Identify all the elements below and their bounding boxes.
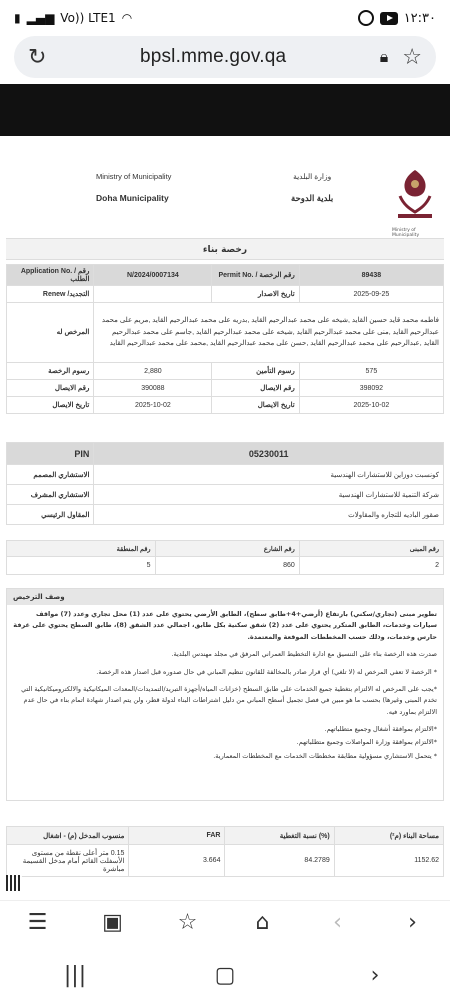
- pin-label: PIN: [7, 443, 94, 465]
- logo-caption: Ministry of Municipality: [392, 228, 420, 238]
- zone-value: 5: [7, 557, 156, 575]
- municipality-ar: بلدية الدوحة: [291, 193, 334, 203]
- status-left: [14, 11, 132, 25]
- recents-icon[interactable]: |||: [63, 962, 87, 988]
- street-value: 860: [155, 557, 299, 575]
- receipt-date-2: 2025-10-02: [299, 397, 443, 414]
- note-1: * الرخصة لا تعفي المرخص له (لا تلغي) أي قرار صادر بالمخالفة للقانون تنظيم المباني في حال صدوره قبل اصدار هذه الرخصة.: [96, 667, 437, 676]
- browser-toolbar: [0, 900, 450, 944]
- tabs-icon[interactable]: ▣: [102, 910, 123, 935]
- ministry-ar: وزارة البلدية: [293, 172, 332, 181]
- description-main: تطوير مبنى (تجاري/سكني) بارتفاع (أرضي+4+طابق سطح)، الطابق الأرضي يحتوي على عدد (1) محل تجاري وعدد (7) مواقف سيارات وخدمات، الطابق المتكرر يحتوي على عدد (2) شقق سكنية بكل طابق، اجمالي عدد الشقق (8)، طابق السطح يحتوي على غرفة حارس وخدمات، وذلك حسب المخططات الموقعة والمعتمدة.: [13, 610, 437, 641]
- fee-value: 2,880: [94, 363, 212, 380]
- description-coordination: صدرت هذه الرخصة بناء على التنسيق مع ادارة التخطيط العمراني المرفق في مجلد مهندس البلدية.: [171, 650, 437, 659]
- supervisor-value: شركة التنمية للاستشارات الهندسية: [94, 485, 444, 505]
- insurance-value: 575: [299, 363, 443, 380]
- owner-label: المرخص له: [7, 303, 94, 363]
- note-2: *يجب على المرخص له الالتزام بتغطية جميع الخدمات على طابق السطح (خزانات المياه/أجهزة التبريد/التمديدات/المعدات الميكانيكية والالكتروميكانيكية التي تخدم المبنى وغيرها) بحسب ما هو مبين في فصل تجميل أسطح المباني من دليل اشتراطات البناء لدولة قطر، ولن يتم اصدار شهادة اتمام بناء في حال عدم الالتزام بماورد فيه.: [21, 684, 437, 716]
- renew-value: [94, 286, 212, 303]
- street-label: رقم الشارع: [155, 541, 299, 557]
- location-table: [6, 540, 444, 575]
- building-label: رقم المبنى: [299, 541, 443, 557]
- table-row: [7, 541, 444, 557]
- address-bar: [0, 36, 450, 80]
- clock: ١٢:٣٠: [403, 10, 436, 26]
- permit-table: [6, 264, 444, 414]
- table-row: [7, 265, 444, 286]
- table-row: [7, 363, 444, 380]
- building-value: 2: [299, 557, 443, 575]
- receipt-date-label: تاريخ الايصال: [7, 397, 94, 414]
- signal-icon: ▂▄▆: [26, 11, 55, 25]
- supervisor-label: الاستشاري المشرف: [7, 485, 94, 505]
- permit-no: 89438: [299, 265, 443, 286]
- bookmark-star-icon[interactable]: ☆: [402, 44, 422, 70]
- battery-icon: ▮: [14, 11, 21, 25]
- level-label: منسوب المدخل (م) - اشغال: [7, 827, 129, 845]
- far-label: FAR: [129, 827, 225, 845]
- table-row: [7, 505, 444, 525]
- system-nav-bar: [0, 950, 450, 1000]
- back-button-icon[interactable]: ›: [370, 962, 380, 988]
- table-row: [7, 286, 444, 303]
- table-row: [7, 465, 444, 485]
- renew-label: Renew /التجديد: [7, 286, 94, 303]
- status-right: [358, 10, 436, 26]
- description-title: وصف الترخيص: [7, 589, 443, 605]
- coverage-label: نسبة التغطية (%): [225, 827, 334, 845]
- note-5: * يتحمل الاستشاري مسؤولية مطابقة مخططات الخدمات مع المخططات المعمارية.: [213, 751, 437, 760]
- owner-names: فاطمه محمد قايد حسين القايد ,شيخه على محمد عبدالرحيم القايد ,بدريه على محمد عبدالرحيم القايد ,مريم على محمد عبدالرحيم القايد ,منى على محمد عبدالرحيم القايد ,شيخه على محمد عبدالرحيم القايد ,جاسم على محمد عبدالرحيم القايد ,عبدالرحيم على محمد عبدالرحيم القايد ,حسن على محمد عبدالرحيم القايد ,محمد على محمد عبدالرحيم القايد: [94, 303, 444, 363]
- note-4: *الالتزام بموافقة وزارة المواصلات وجميع متطلباتهم.: [296, 738, 437, 747]
- table-row: [7, 443, 444, 465]
- table-row: [7, 485, 444, 505]
- far-table: [6, 826, 444, 877]
- description-box: [6, 588, 444, 801]
- qr-code-icon: [6, 875, 22, 891]
- insurance-label: رسوم التأمين: [212, 363, 299, 380]
- receipt-label: رقم الايصال: [7, 380, 94, 397]
- whatsapp-icon: [358, 10, 374, 26]
- issue-date: 2025-09-25: [299, 286, 443, 303]
- back-icon[interactable]: ‹: [333, 910, 342, 935]
- carrier-label: Vo)) LTE1: [60, 11, 116, 25]
- table-row: [7, 845, 444, 877]
- table-row: [7, 303, 444, 363]
- receipt-value-1: 390088: [94, 380, 212, 397]
- application-no: N/2024/0007134: [94, 265, 212, 286]
- table-row: [7, 557, 444, 575]
- contractor-label: المقاول الرئيسي: [7, 505, 94, 525]
- coverage-value: 84.2789: [225, 845, 334, 877]
- contractor-value: صقور الباديه للتجاره والمقاولات: [94, 505, 444, 525]
- table-row: [7, 827, 444, 845]
- description-body: [7, 605, 443, 772]
- document-header: [6, 156, 444, 246]
- far-value: 3.664: [129, 845, 225, 877]
- receipt-date-1: 2025-10-02: [94, 397, 212, 414]
- pin-table: [6, 442, 444, 525]
- lock-icon: 🔒︎: [379, 47, 389, 66]
- receipt-label-2: رقم الايصال: [212, 380, 299, 397]
- page-title: رخصة بناء: [6, 238, 444, 260]
- reload-icon[interactable]: ↻: [28, 44, 47, 70]
- fee-label: رسوم الرخصة: [7, 363, 94, 380]
- status-bar: [0, 0, 450, 36]
- designer-value: كونسبت دوزاين للاستشارات الهندسية: [94, 465, 444, 485]
- home-button-icon[interactable]: ▢: [214, 962, 236, 988]
- address-pill[interactable]: [14, 36, 436, 78]
- home-icon[interactable]: ⌂: [255, 910, 270, 935]
- table-row: [7, 397, 444, 414]
- wifi-icon: ◠: [121, 11, 133, 25]
- note-3: *الالتزام بموافقة أشغال وجميع متطلباتهم.: [324, 725, 437, 733]
- area-value: 1152.62: [334, 845, 443, 877]
- application-label: Application No. / رقم الطلب: [7, 265, 94, 286]
- table-row: [7, 380, 444, 397]
- zone-label: رقم المنطقة: [7, 541, 156, 557]
- ministry-logo-icon: [392, 166, 438, 226]
- receipt-date-label-2: تاريخ الايصال: [212, 397, 299, 414]
- permit-document: [6, 136, 444, 901]
- area-label: مساحة البناء (م²): [334, 827, 443, 845]
- level-value: 0.15 متر أعلى نقطة من مستوى الأسفلت القائم أمام مدخل القسيمة مباشرة: [7, 845, 129, 877]
- ministry-en: Ministry of Municipality: [96, 172, 172, 181]
- forward-icon[interactable]: ›: [408, 910, 417, 935]
- menu-icon[interactable]: ☰: [27, 910, 48, 935]
- header-arabic: [291, 172, 333, 204]
- pin-value: 05230011: [94, 443, 444, 465]
- municipality-en: Doha Municipality: [96, 193, 169, 203]
- header-english: [96, 172, 171, 203]
- receipt-value-2: 398092: [299, 380, 443, 397]
- issue-date-label: تاريخ الاصدار: [212, 286, 299, 303]
- permit-label: Permit No. / رقم الرخصة: [212, 265, 299, 286]
- url-text[interactable]: bpsl.mme.gov.qa: [139, 46, 287, 67]
- bookmarks-icon[interactable]: ☆: [177, 910, 198, 935]
- designer-label: الاستشاري المصمم: [7, 465, 94, 485]
- youtube-icon: [380, 12, 398, 25]
- page-top-band: [0, 84, 450, 136]
